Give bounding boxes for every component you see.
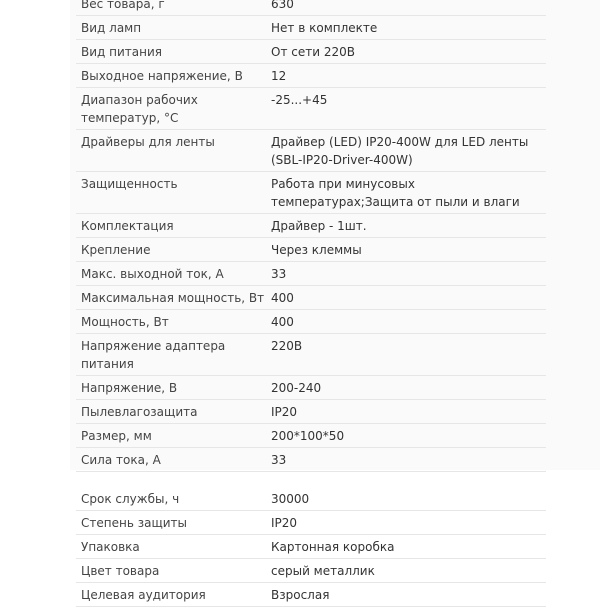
spec-value: Работа при минусовых температурах;Защита от пыли и влаги bbox=[271, 177, 520, 209]
spec-value: От сети 220В bbox=[271, 45, 355, 59]
spec-label: Пылевлагозащита bbox=[81, 405, 198, 419]
spec-row bbox=[76, 487, 546, 511]
spec-row bbox=[76, 238, 546, 262]
spec-row bbox=[76, 0, 546, 16]
spec-label: Крепление bbox=[81, 243, 151, 257]
spec-row bbox=[76, 559, 546, 583]
spec-value: IP20 bbox=[271, 405, 298, 419]
spec-value: 12 bbox=[271, 69, 287, 83]
spec-value: 33 bbox=[271, 453, 287, 467]
specs-table-secondary bbox=[76, 487, 546, 607]
spec-label: Защищенность bbox=[81, 177, 178, 191]
spec-label: Упаковка bbox=[81, 540, 140, 554]
specs-table-primary bbox=[76, 0, 546, 472]
spec-label: Максимальная мощность, Вт bbox=[81, 291, 265, 305]
spec-label: Комплектация bbox=[81, 219, 174, 233]
spec-label: Диапазон рабочих температур, °С bbox=[81, 93, 198, 125]
spec-label: Вид питания bbox=[81, 45, 162, 59]
spec-row bbox=[76, 583, 546, 607]
spec-value: 630 bbox=[271, 0, 294, 11]
spec-label: Срок службы, ч bbox=[81, 492, 180, 506]
spec-label: Напряжение адаптера питания bbox=[81, 339, 226, 371]
spec-label: Напряжение, В bbox=[81, 381, 178, 395]
spec-row bbox=[76, 262, 546, 286]
spec-label: Драйверы для ленты bbox=[81, 135, 215, 149]
spec-value: 30000 bbox=[271, 492, 310, 506]
spec-value: 400 bbox=[271, 315, 294, 329]
spec-label: Вес товара, г bbox=[81, 0, 165, 11]
spec-value: 200-240 bbox=[271, 381, 322, 395]
spec-label: Вид ламп bbox=[81, 21, 142, 35]
spec-row bbox=[76, 88, 546, 130]
spec-value: IP20 bbox=[271, 516, 298, 530]
spec-value: 220В bbox=[271, 339, 303, 353]
spec-row bbox=[76, 424, 546, 448]
spec-row bbox=[76, 214, 546, 238]
spec-row bbox=[76, 172, 546, 214]
spec-label: Выходное напряжение, В bbox=[81, 69, 243, 83]
spec-value: Взрослая bbox=[271, 588, 330, 602]
spec-value: Нет в комплекте bbox=[271, 21, 378, 35]
spec-row bbox=[76, 334, 546, 376]
spec-row bbox=[76, 64, 546, 88]
spec-value: 33 bbox=[271, 267, 287, 281]
spec-value: Через клеммы bbox=[271, 243, 362, 257]
spec-value: -25...+45 bbox=[271, 93, 328, 107]
spec-row bbox=[76, 130, 546, 172]
spec-row bbox=[76, 448, 546, 472]
spec-row bbox=[76, 400, 546, 424]
spec-row bbox=[76, 376, 546, 400]
spec-row bbox=[76, 511, 546, 535]
spec-label: Сила тока, А bbox=[81, 453, 161, 467]
spec-value: Картонная коробка bbox=[271, 540, 395, 554]
spec-label: Размер, мм bbox=[81, 429, 152, 443]
spec-value: 200*100*50 bbox=[271, 429, 345, 443]
spec-row bbox=[76, 16, 546, 40]
spec-row bbox=[76, 286, 546, 310]
spec-row bbox=[76, 535, 546, 559]
spec-label: Мощность, Вт bbox=[81, 315, 169, 329]
spec-value: 400 bbox=[271, 291, 294, 305]
spec-row bbox=[76, 310, 546, 334]
spec-label: Цвет товара bbox=[81, 564, 160, 578]
spec-label: Степень защиты bbox=[81, 516, 188, 530]
spec-label: Целевая аудитория bbox=[81, 588, 206, 602]
spec-row bbox=[76, 40, 546, 64]
spec-value: Драйвер - 1шт. bbox=[271, 219, 367, 233]
spec-value: серый металлик bbox=[271, 564, 375, 578]
spec-value: Драйвер (LED) IP20-400W для LED ленты (SBL-IP20-Driver-400W) bbox=[271, 135, 529, 167]
spec-label: Макс. выходной ток, А bbox=[81, 267, 224, 281]
